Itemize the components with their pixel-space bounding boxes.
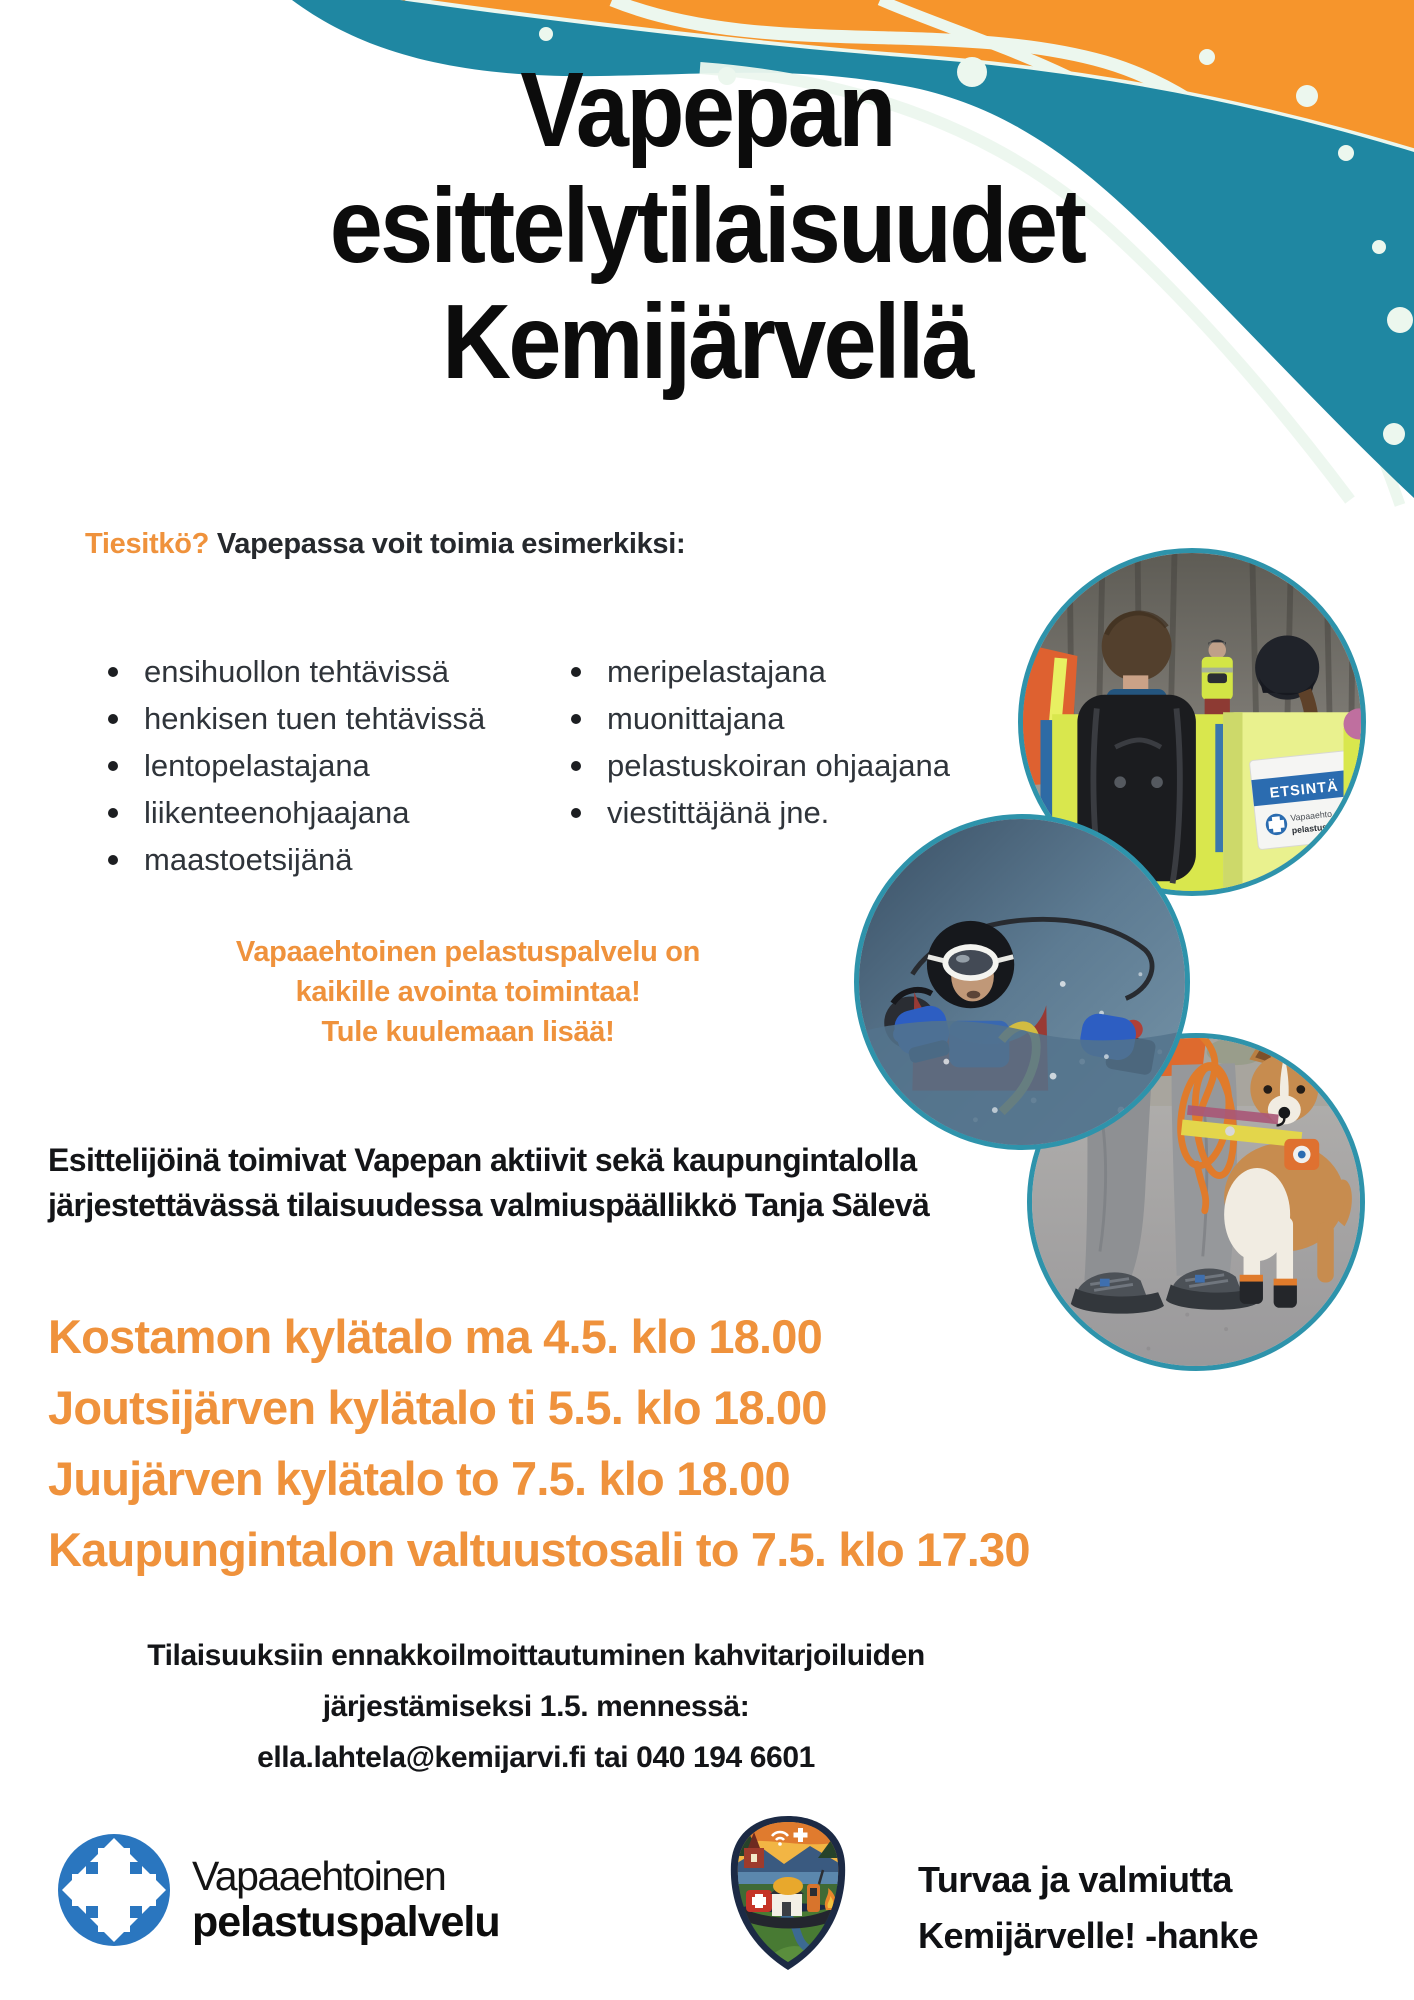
list-item: viestittäjänä jne. <box>563 789 950 836</box>
title-line-2: esittelytilaisuudet <box>329 167 1085 285</box>
callout-line: kaikille avointa toimintaa! <box>295 976 641 1008</box>
callout-line: Tule kuulemaan lisää! <box>321 1016 615 1048</box>
list-item: liikenteenohjaajana <box>100 789 485 836</box>
registration-info <box>0 1630 1072 1783</box>
open-activity-callout <box>148 932 788 1052</box>
registration-line: järjestämiseksi 1.5. mennessä: <box>322 1690 750 1723</box>
hanke-title-line2: Kemijärvelle! -hanke <box>918 1915 1259 1956</box>
title-line-3: Kemijärvellä <box>442 283 972 401</box>
registration-line: Tilaisuuksiin ennakkoilmoittautuminen kahvitarjoiluiden <box>147 1639 925 1672</box>
presenters-line: Esittelijöinä toimivat Vapepan aktiivit sekä kaupungintalolla <box>48 1142 917 1178</box>
schedule-item: Juujärven kylätalo to 7.5. klo 18.00 <box>48 1452 790 1505</box>
hanke-emblem-icon <box>722 1814 854 1972</box>
callout-line: Vapaaehtoinen pelastuspalvelu on <box>235 936 701 968</box>
hanke-title-line1: Turvaa ja valmiutta <box>918 1859 1232 1900</box>
vest-logo-text-1: Vapaaehto <box>1289 808 1333 823</box>
poster-title <box>71 52 1344 400</box>
presenters-paragraph <box>48 1138 929 1228</box>
vapepa-wordmark <box>192 1854 500 1946</box>
title-line-1: Vapepan <box>520 51 894 169</box>
etsinta-label: ETSINTÄ <box>1268 778 1340 802</box>
list-item: lentopelastajana <box>100 742 485 789</box>
presenters-line: järjestettävässä tilaisuudessa valmiuspäällikkö Tanja Sälevä <box>48 1187 930 1223</box>
roles-list-left <box>100 648 485 883</box>
intro-highlight: Tiesitkö? <box>85 528 210 560</box>
list-item: meripelastajana <box>563 648 950 695</box>
schedule-item: Joutsijärven kylätalo ti 5.5. klo 18.00 <box>48 1381 827 1434</box>
vapepa-wordmark-line2: pelastuspalvelu <box>192 1898 500 1946</box>
diver-illustration <box>859 819 1185 1145</box>
intro-line <box>85 528 685 561</box>
registration-contact: ella.lahtela@kemijarvi.fi tai 040 194 6601 <box>257 1741 815 1774</box>
intro-text: Vapepassa voit toimia esimerkiksi: <box>209 528 686 560</box>
edge-vest-fragment <box>1344 728 1361 854</box>
schedule-item: Kaupungintalon valtuustosali to 7.5. klo 17.30 <box>48 1523 1030 1576</box>
vest-logo-text-2: pelastus <box>1291 821 1328 836</box>
hanke-title <box>918 1852 1258 1964</box>
photo-diver <box>854 814 1190 1150</box>
roles-list-right <box>563 648 950 836</box>
vapepa-wordmark-line1: Vapaaehtoinen <box>192 1853 446 1899</box>
event-schedule <box>48 1301 1030 1585</box>
vapepa-logo-icon <box>56 1832 172 1948</box>
list-item: henkisen tuen tehtävissä <box>100 695 485 742</box>
list-item: ensihuollon tehtävissä <box>100 648 485 695</box>
list-item: pelastuskoiran ohjaajana <box>563 742 950 789</box>
list-item: maastoetsijänä <box>100 836 485 883</box>
schedule-item: Kostamon kylätalo ma 4.5. klo 18.00 <box>48 1310 822 1363</box>
list-item: muonittajana <box>563 695 950 742</box>
